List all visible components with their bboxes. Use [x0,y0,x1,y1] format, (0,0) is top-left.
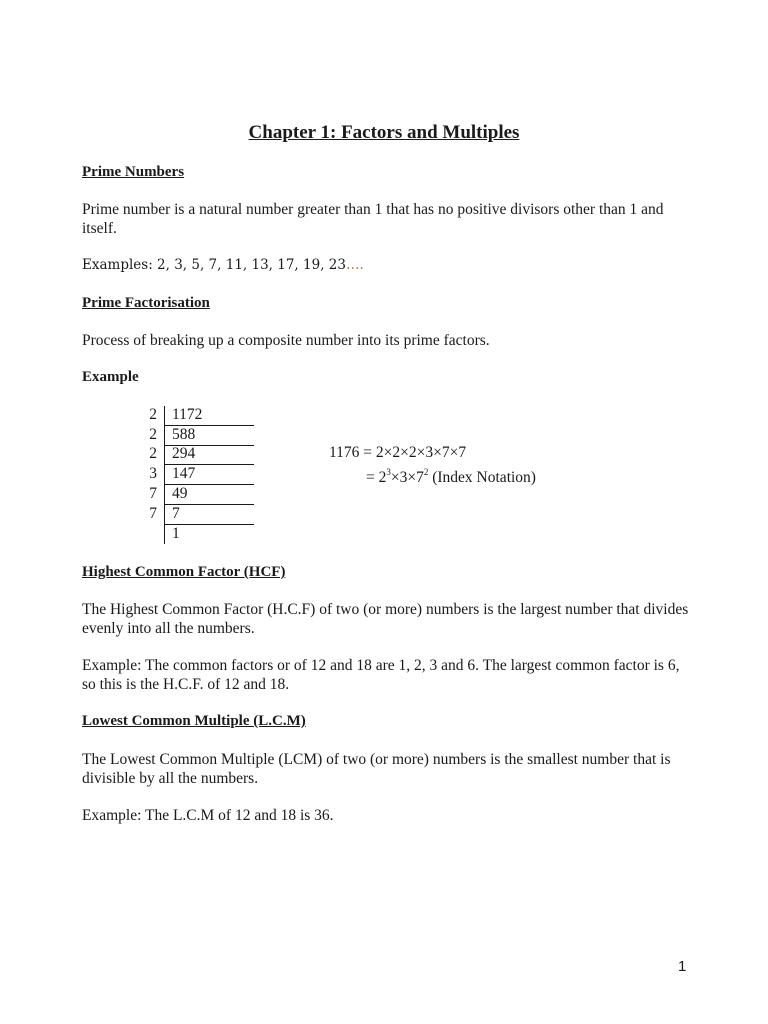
index-exponent: 2 [423,467,429,477]
page-title: Chapter 1: Factors and Multiples [248,122,520,143]
page-number: 1 [678,958,687,975]
hcf-heading: Highest Common Factor (HCF) [82,564,286,580]
prime-factorisation-heading: Prime Factorisation [82,295,210,311]
ladder-quotient: 588 [172,426,196,443]
ladder-divisor: 2 [149,445,157,462]
prime-numbers-heading: Prime Numbers [82,164,185,180]
ladder-quotient: 7 [172,505,180,522]
index-notation-prefix: = 2 [366,469,387,486]
ladder-divisor: 2 [149,406,157,423]
ladder-quotient: 147 [172,465,196,482]
prime-factorisation-definition: Process of breaking up a composite number into its prime factors. [82,332,490,349]
ladder-divisor: 3 [149,465,157,482]
ladder-quotient: 294 [172,445,196,462]
lcm-heading: Lowest Common Multiple (L.C.M) [82,713,306,729]
ladder-divisor: 7 [149,485,157,502]
prime-examples-label: Examples: [82,257,153,273]
hcf-definition: The Highest Common Factor (H.C.F) of two (or more) numbers is the largest number that divides evenly into all the numbers. [82,601,689,637]
lcm-example: Example: The L.C.M of 12 and 18 is 36. [82,807,334,824]
prime-examples-values: 2, 3, 5, 7, 11, 13, 17, 19, 23 [157,257,346,273]
lcm-definition: The Lowest Common Multiple (LCM) of two (or more) numbers is the smallest number that is divisible by all the numbers. [82,751,671,787]
hcf-example: Example: The common factors or of 12 and 18 are 1, 2, 3 and 6. The largest common factor is 6, so this is the H.C.F. of 12 and 18. [82,657,680,693]
ladder-quotient: 1 [172,525,180,542]
index-notation-mid: ×3×7 [390,469,424,486]
ladder-divisor: 2 [149,426,157,443]
factorisation-equation: 1176 = 2×2×2×3×7×7 [329,444,467,461]
index-notation-equation [366,469,536,487]
ladder-quotient: 1172 [172,406,203,423]
ladder-divisor: 7 [149,505,157,522]
prime-examples [82,257,364,273]
prime-numbers-definition: Prime number is a natural number greater than 1 that has no positive divisors other than 1 and itself. [82,201,664,237]
ladder-quotient: 49 [172,485,188,502]
prime-examples-ellipsis: …. [345,257,364,273]
index-notation-note: (Index Notation) [432,469,536,486]
index-exponent: 3 [386,467,391,477]
example-label: Example [82,369,139,385]
